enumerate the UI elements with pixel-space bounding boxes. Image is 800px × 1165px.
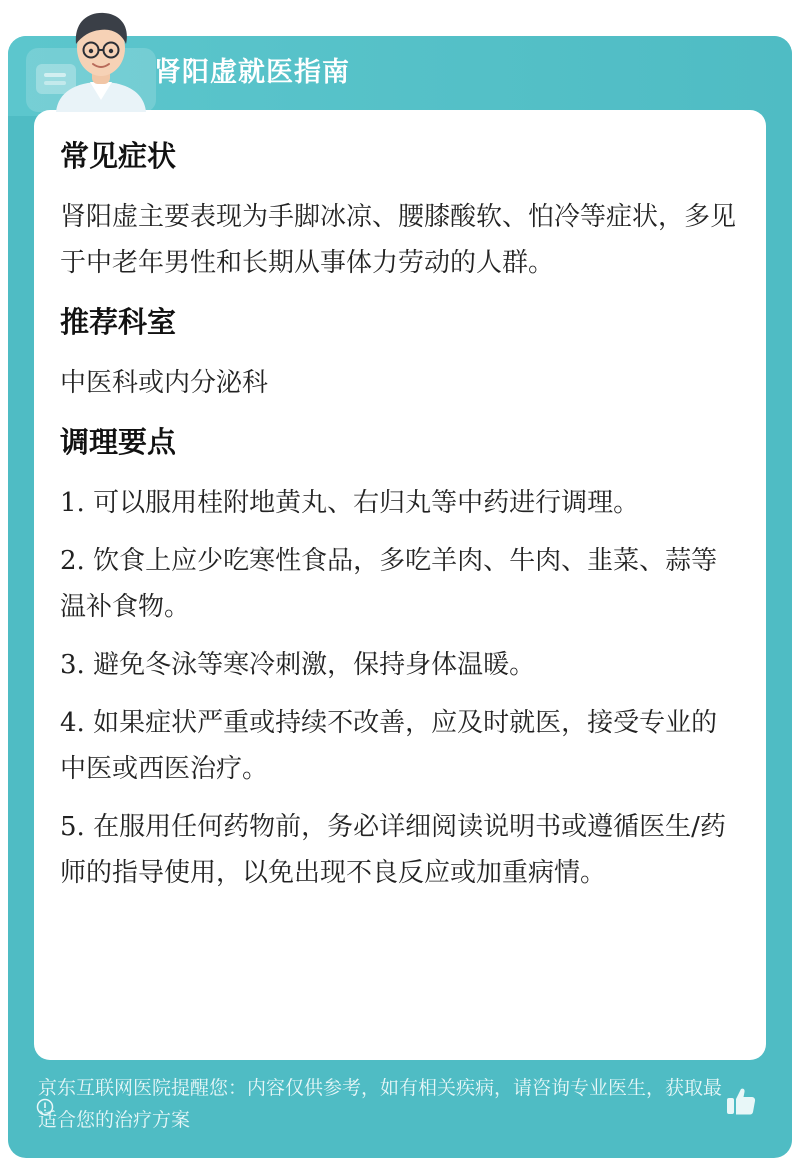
list-item (60, 804, 740, 896)
item-number: 4. (60, 708, 85, 738)
item-number: 1. (60, 488, 85, 518)
section-care (60, 422, 740, 896)
section-text: 肾阳虚主要表现为手脚冰凉、腰膝酸软、怕冷等症状，多见于中老年男性和长期从事体力劳动的人群。 (60, 202, 737, 278)
list-item (60, 700, 740, 792)
section-symptoms (60, 136, 740, 286)
content-card (34, 110, 766, 1060)
section-department (60, 302, 740, 406)
item-text: 可以服用桂附地黄丸、右归丸等中药进行调理。 (93, 488, 640, 518)
item-number: 5. (60, 812, 85, 842)
list-item (60, 480, 740, 526)
section-heading: 推荐科室 (60, 305, 177, 339)
section-heading: 常见症状 (60, 139, 177, 173)
page-title: 肾阳虚就医指南 (154, 57, 350, 88)
list-item (60, 538, 740, 630)
section-text: 中医科或内分泌科 (60, 368, 269, 398)
item-number: 2. (60, 546, 85, 576)
disclaimer-text: 京东互联网医院提醒您：内容仅供参考，如有相关疾病，请咨询专业医生，获取最适合您的治疗方案 (38, 1077, 723, 1131)
guide-frame (8, 36, 792, 1158)
section-heading: 调理要点 (60, 425, 177, 459)
doctor-avatar-icon (46, 4, 156, 112)
thumbs-up-icon[interactable] (724, 1084, 758, 1118)
item-text: 避免冬泳等寒冷刺激，保持身体温暖。 (93, 650, 536, 680)
item-text: 饮食上应少吃寒性食品，多吃羊肉、牛肉、韭菜、蒜等温补食物。 (60, 546, 718, 622)
item-number: 3. (60, 650, 85, 680)
item-text: 在服用任何药物前，务必详细阅读说明书或遵循医生/药师的指导使用，以免出现不良反应或加重病情。 (60, 812, 726, 888)
item-text: 如果症状严重或持续不改善，应及时就医，接受专业的中医或西医治疗。 (60, 708, 718, 784)
list-item (60, 642, 740, 688)
